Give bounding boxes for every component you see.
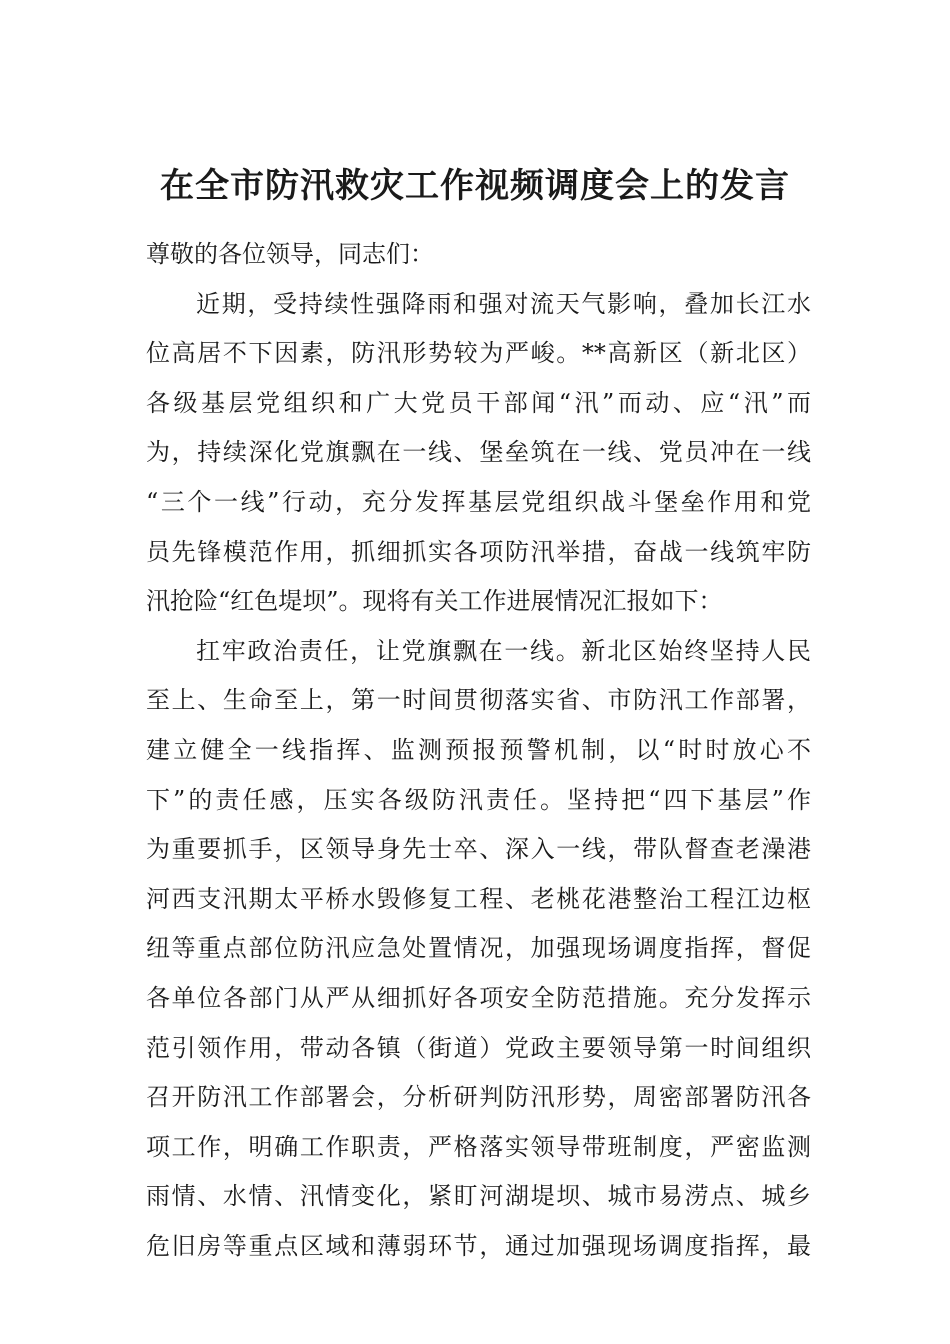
text-line: “三个一线”行动，充分发挥基层党组织战斗堡垒作用和党 [146,487,811,516]
text-line: 为，持续深化党旗飘在一线、堡垒筑在一线、党员冲在一线 [146,438,811,467]
text-line: 危旧房等重点区域和薄弱环节，通过加强现场调度指挥，最 [146,1231,811,1260]
text-line: 扛牢政治责任，让党旗飘在一线。新北区始终坚持人民 [196,636,811,665]
text-line: 纽等重点部位防汛应急处置情况，加强现场调度指挥，督促 [146,934,811,963]
text-line: 近期，受持续性强降雨和强对流天气影响，叠加长江水 [196,289,811,318]
text-line: 河西支汛期太平桥水毁修复工程、老桃花港整治工程江边枢 [146,884,811,913]
text-line: 员先锋模范作用，抓细抓实各项防汛举措，奋战一线筑牢防 [146,537,811,566]
text-line: 各单位各部门从严从细抓好各项安全防范措施。充分发挥示 [146,983,811,1012]
document-title: 在全市防汛救灾工作视频调度会上的发言 [160,166,790,206]
text-line: 雨情、水情、汛情变化，紧盯河湖堤坝、城市易涝点、城乡 [146,1182,811,1211]
text-line: 尊敬的各位领导，同志们： [146,240,434,268]
text-line: 范引领作用，带动各镇（街道）党政主要领导第一时间组织 [146,1033,811,1062]
text-line: 为重要抓手，区领导身先士卒、深入一线，带队督查老澡港 [146,835,811,864]
document-body [146,230,811,1271]
text-line: 召开防汛工作部署会，分析研判防汛形势，周密部署防汛各 [146,1083,811,1112]
text-line: 至上、生命至上，第一时间贯彻落实省、市防汛工作部署， [146,686,811,715]
text-line: 项工作，明确工作职责，严格落实领导带班制度，严密监测 [146,1132,811,1161]
text-line: 汛抢险“红色堤坝”。现将有关工作进展情况汇报如下： [146,587,723,616]
text-line: 位高居不下因素，防汛形势较为严峻。**高新区（新北区） [146,339,811,368]
text-line: 建立健全一线指挥、监测预报预警机制，以“时时放心不 [146,735,811,764]
text-line: 下”的责任感，压实各级防汛责任。坚持把“四下基层”作 [146,785,811,814]
text-line: 各级基层党组织和广大党员干部闻“汛”而动、应“汛”而 [146,388,811,417]
